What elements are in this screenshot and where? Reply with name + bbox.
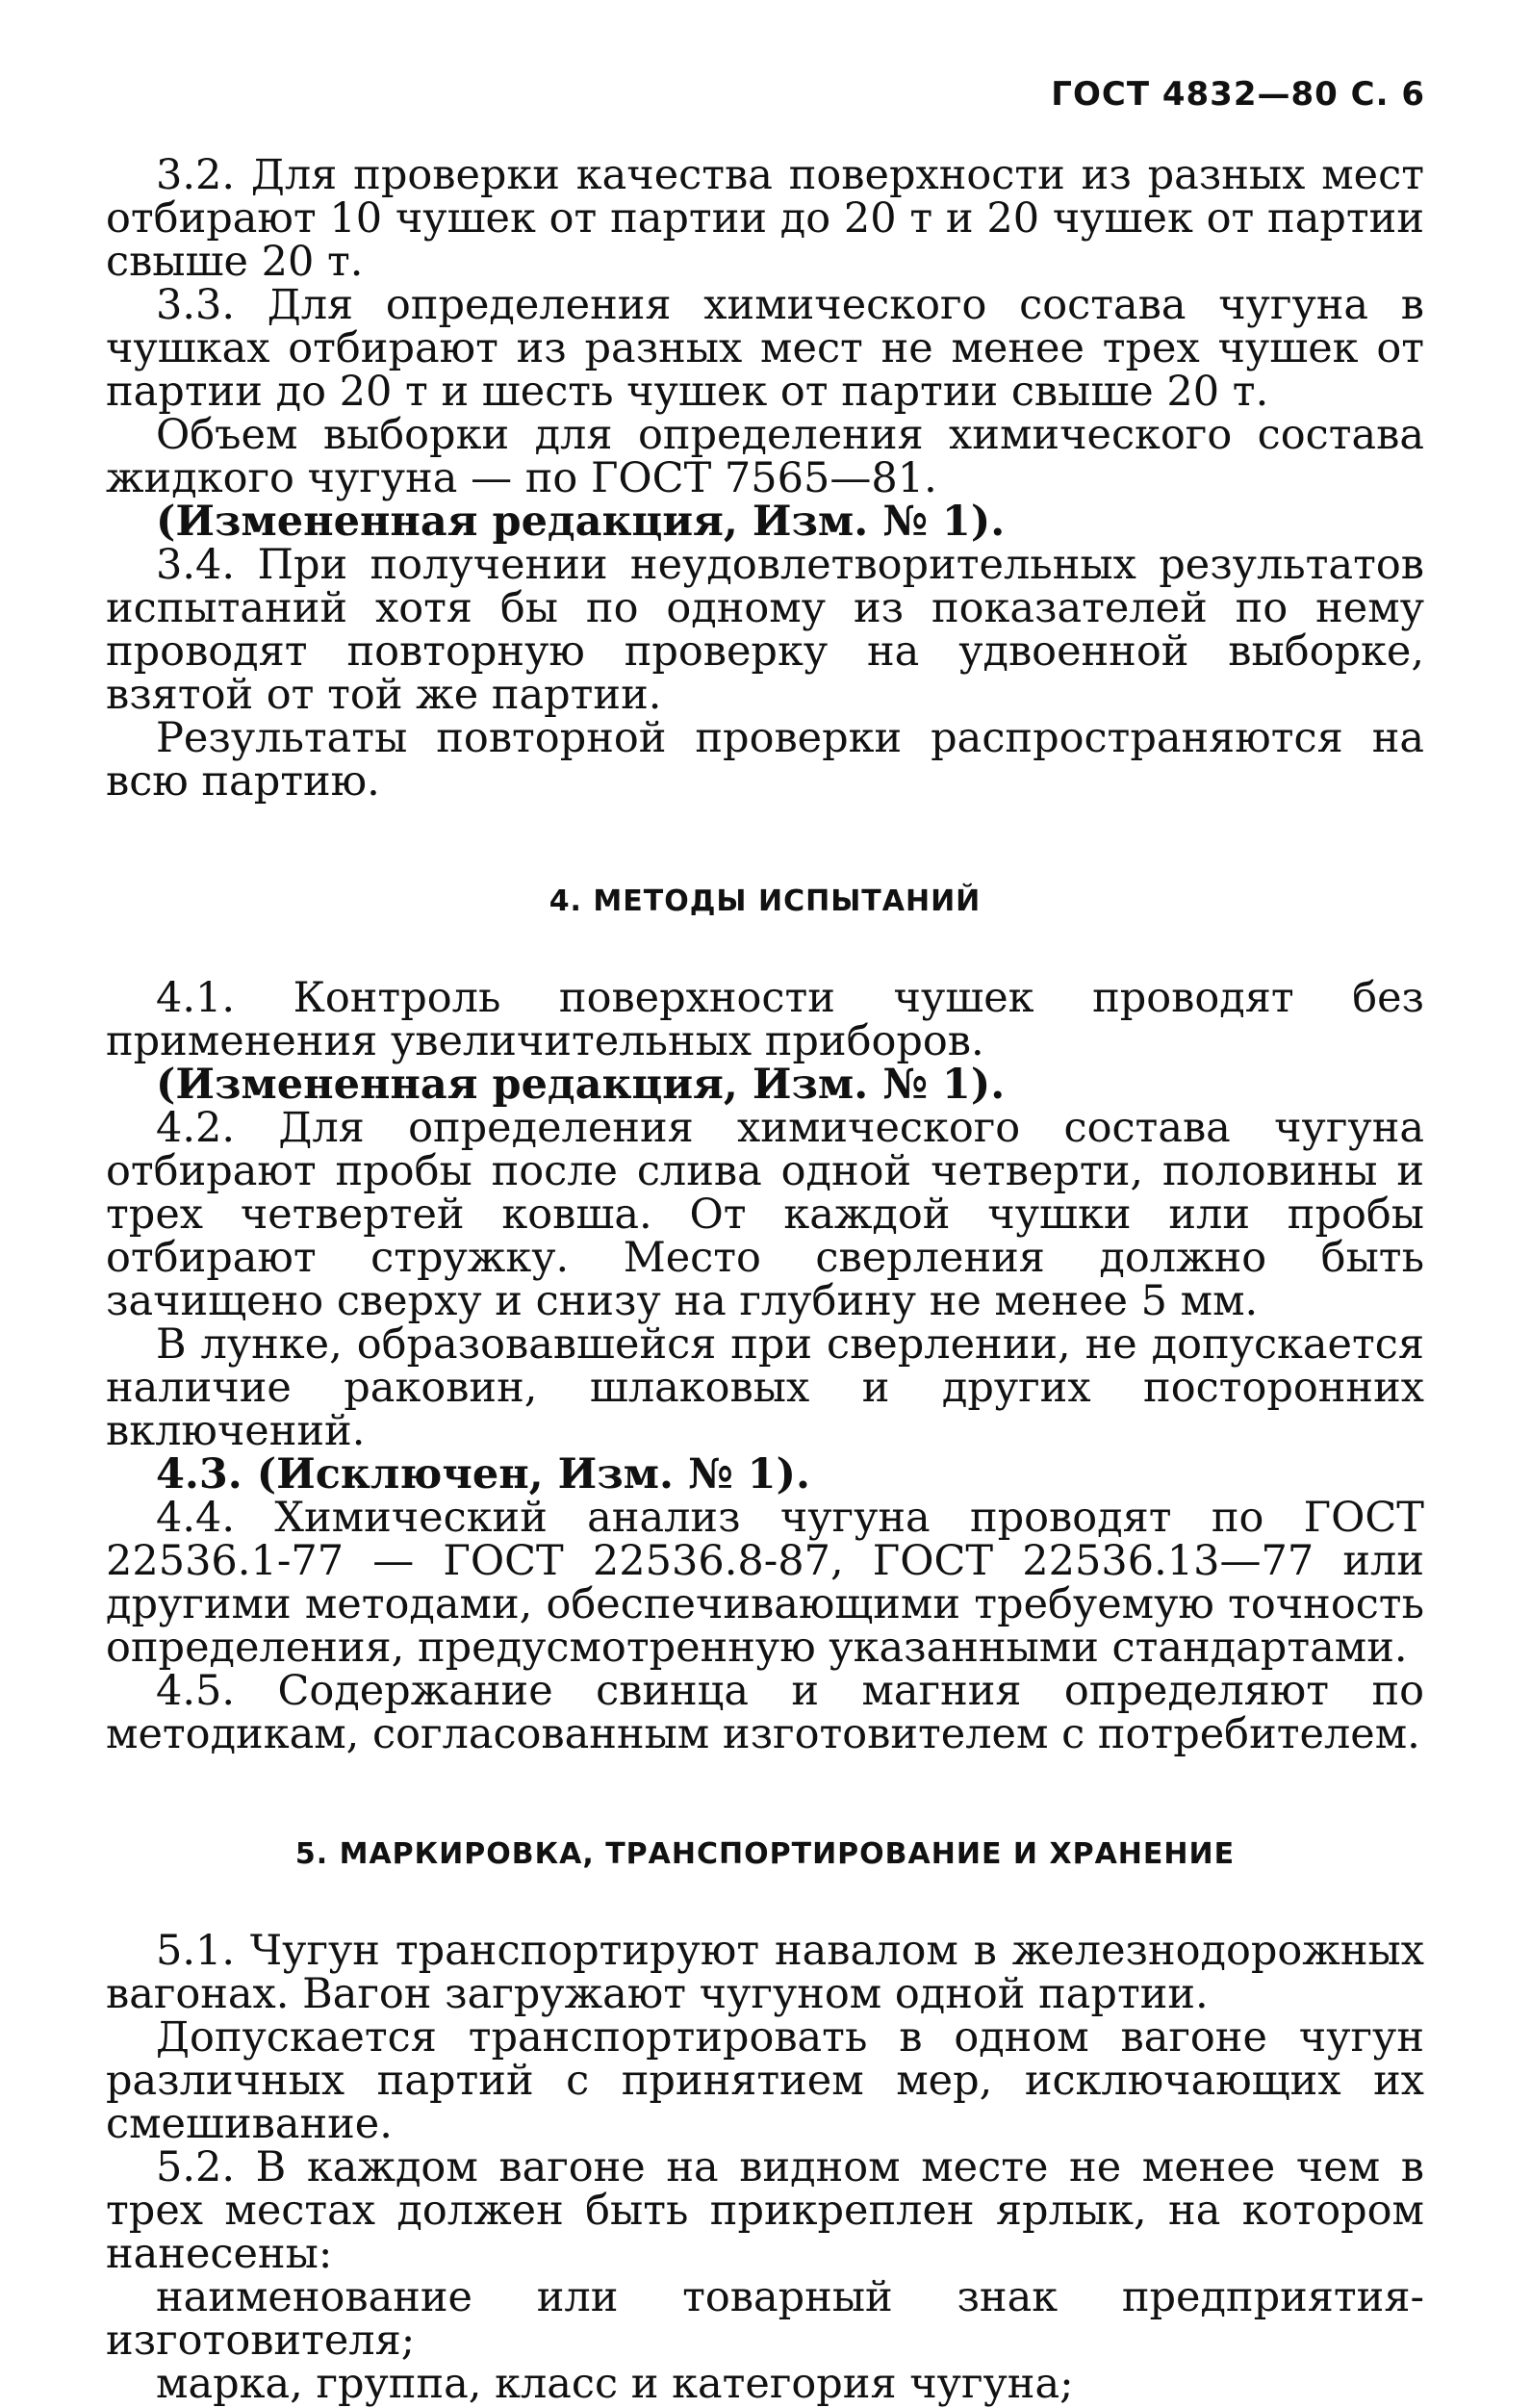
paragraph-sample-volume: Объем выборки для определения химического состава жидкого чугуна — по ГОСТ 7565—81. (106, 411, 1424, 502)
label-item-grade: марка, группа, класс и категория чугуна; (156, 2360, 1074, 2408)
paragraph-4-5: 4.5. Содержание свинца и магния определяют по методикам, согласованным изготовителем с потребителем. (106, 1667, 1424, 1758)
paragraph-5-1: 5.1. Чугун транспортируют навалом в железнодорожных вагонах. Вагон загружают чугуном одной партии. (106, 1927, 1424, 2018)
edit-note-4: (Измененная редакция, Изм. № 1). (156, 1061, 1006, 1109)
paragraph-3-4: 3.4. При получении неудовлетворительных результатов испытаний хотя бы по одному из показателей по нему проводят повторную проверку на удвоенной выборке, взятой от той же партии. (106, 541, 1424, 719)
label-item-manufacturer: наименование или товарный знак предприятия-изготовителя; (106, 2273, 1424, 2365)
paragraph-retest-results: Результаты повторной проверки распространяются на всю партию. (106, 714, 1424, 806)
paragraph-3-2: 3.2. Для проверки качества поверхности из разных мест отбирают 10 чушек от партии до 20 т и 20 чушек от партии свыше 20 т. (106, 151, 1424, 286)
paragraph-hole-defects: В лунке, образовавшейся при сверлении, не допускается наличие раковин, шлаковых и других посторонних включений. (106, 1320, 1424, 1455)
document-body (106, 151, 1424, 2408)
section-heading-5: 5. МАРКИРОВКА, ТРАНСПОРТИРОВАНИЕ И ХРАНЕНИЕ (294, 1837, 1236, 1871)
paragraph-5-2: 5.2. В каждом вагоне на видном месте не менее чем в трех местах должен быть прикреплен ярлык, на котором нанесены: (106, 2143, 1424, 2278)
paragraph-mixed-transport: Допускается транспортировать в одном вагоне чугун различных партий с принятием мер, исключающих их смешивание. (106, 2013, 1424, 2148)
paragraph-4-2: 4.2. Для определения химического состава чугуна отбирают пробы после слива одной четверти, половины и трех четвертей ковша. От каждой чушки или пробы отбирают стружку. Место сверления должно быть зачищено сверху и снизу на глубину не менее 5 мм. (106, 1104, 1424, 1325)
paragraph-4-1: 4.1. Контроль поверхности чушек проводят без применения увеличительных приборов. (106, 974, 1424, 1065)
section-heading-4: 4. МЕТОДЫ ИСПЫТАНИЙ (549, 884, 982, 918)
paragraph-3-3: 3.3. Для определения химического состава чугуна в чушках отбирают из разных мест не менее трех чушек от партии до 20 т и шесть чушек от партии свыше 20 т. (106, 281, 1424, 416)
page-header: ГОСТ 4832—80 С. 6 (1051, 75, 1425, 114)
paragraph-4-4: 4.4. Химический анализ чугуна проводят по ГОСТ 22536.1-77 — ГОСТ 22536.8-87, ГОСТ 22536.13—77 или другими методами, обеспечивающими требуемую точность определения, предусмотренную указанными стандартами. (106, 1494, 1424, 1672)
edit-note-3: (Измененная редакция, Изм. № 1). (156, 498, 1006, 546)
paragraph-4-3: 4.3. (Исключен, Изм. № 1). (156, 1450, 810, 1499)
